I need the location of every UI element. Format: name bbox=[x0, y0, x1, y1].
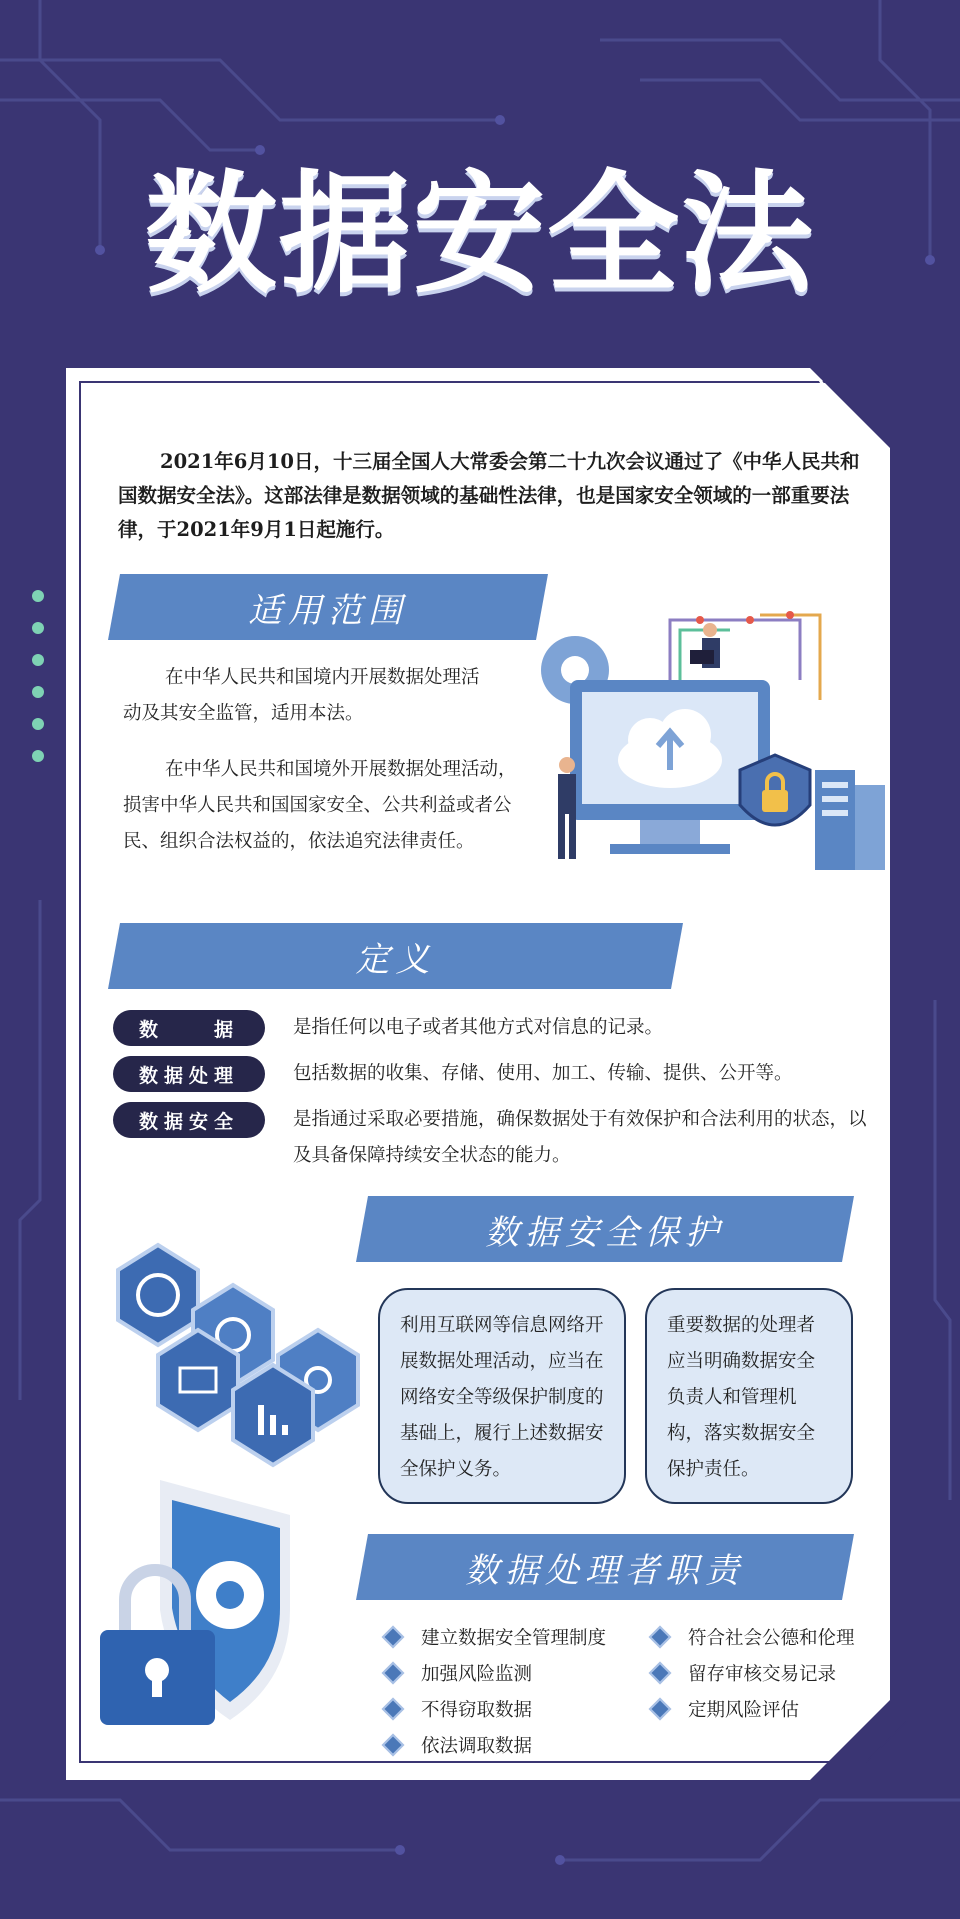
protection-box-1: 利用互联网等信息网络开展数据处理活动，应当在网络安全等级保护制度的基础上，履行上述数据安全保护义务。 bbox=[378, 1288, 626, 1504]
hexagon-icons bbox=[108, 1240, 368, 1470]
data-center-illustration bbox=[530, 600, 890, 880]
intro-paragraph: 2021年6月10日，十三届全国人大常委会第二十九次会议通过了《中华人民共和国数据安全法》。这部法律是数据领域的基础性法律，也是国家安全领域的一部重要法律，于2021年9月1日起施行。 bbox=[118, 450, 860, 541]
definition-row bbox=[113, 1056, 873, 1092]
definition-text: 是指通过采取必要措施，确保数据处于有效保护和合法利用的状态，以及具备保障持续安全状态的能力。 bbox=[293, 1109, 867, 1166]
definition-heading: 定义 bbox=[355, 939, 436, 980]
security-illustration bbox=[90, 1470, 330, 1740]
diamond-bullet-icon bbox=[382, 1626, 405, 1649]
diamond-bullet-icon bbox=[382, 1698, 405, 1721]
protection-box-2: 重要数据的处理者应当明确数据安全负责人和管理机构，落实数据安全保护责任。 bbox=[645, 1288, 853, 1504]
gear-icon bbox=[196, 1561, 264, 1629]
scope-banner bbox=[108, 574, 548, 640]
scope-heading: 适用范围 bbox=[248, 590, 408, 631]
globe-icon bbox=[118, 1245, 198, 1345]
definition-row bbox=[113, 1102, 873, 1174]
duty-item: 定期风险评估 bbox=[652, 1696, 799, 1722]
diamond-bullet-icon bbox=[649, 1662, 672, 1685]
duty-item: 加强风险监测 bbox=[385, 1660, 532, 1686]
diamond-bullet-icon bbox=[382, 1734, 405, 1757]
definition-banner bbox=[108, 923, 683, 989]
diamond-bullet-icon bbox=[649, 1698, 672, 1721]
definition-text: 是指任何以电子或者其他方式对信息的记录。 bbox=[293, 1017, 664, 1038]
definition-text: 包括数据的收集、存储、使用、加工、传输、提供、公开等。 bbox=[293, 1063, 793, 1084]
duties-heading: 数据处理者职责 bbox=[465, 1550, 745, 1591]
decorative-dots bbox=[32, 590, 44, 782]
duty-item: 建立数据安全管理制度 bbox=[385, 1624, 606, 1650]
duty-item: 留存审核交易记录 bbox=[652, 1660, 836, 1686]
server-icon bbox=[815, 770, 885, 870]
duties-banner bbox=[356, 1534, 854, 1600]
duty-item: 依法调取数据 bbox=[385, 1732, 532, 1758]
definition-term: 数据处理 bbox=[113, 1056, 265, 1092]
definition-term: 数据安全 bbox=[113, 1102, 265, 1138]
page-title: 数据安全法 bbox=[145, 158, 815, 312]
diamond-bullet-icon bbox=[382, 1662, 405, 1685]
protection-heading: 数据安全保护 bbox=[485, 1212, 725, 1253]
protection-banner bbox=[356, 1196, 854, 1262]
duty-item: 符合社会公德和伦理 bbox=[652, 1624, 855, 1650]
diamond-bullet-icon bbox=[649, 1626, 672, 1649]
definition-row bbox=[113, 1010, 873, 1046]
scope-paragraph-2: 在中华人民共和国境外开展数据处理活动，损害中华人民共和国国家安全、公共利益或者公民、组织合法权益的，依法追究法律责任。 bbox=[123, 759, 517, 852]
scope-paragraph-1: 在中华人民共和国境内开展数据处理活动及其安全监管，适用本法。 bbox=[123, 667, 480, 724]
duty-item: 不得窃取数据 bbox=[385, 1696, 532, 1722]
definition-term: 数 据 bbox=[113, 1010, 265, 1046]
